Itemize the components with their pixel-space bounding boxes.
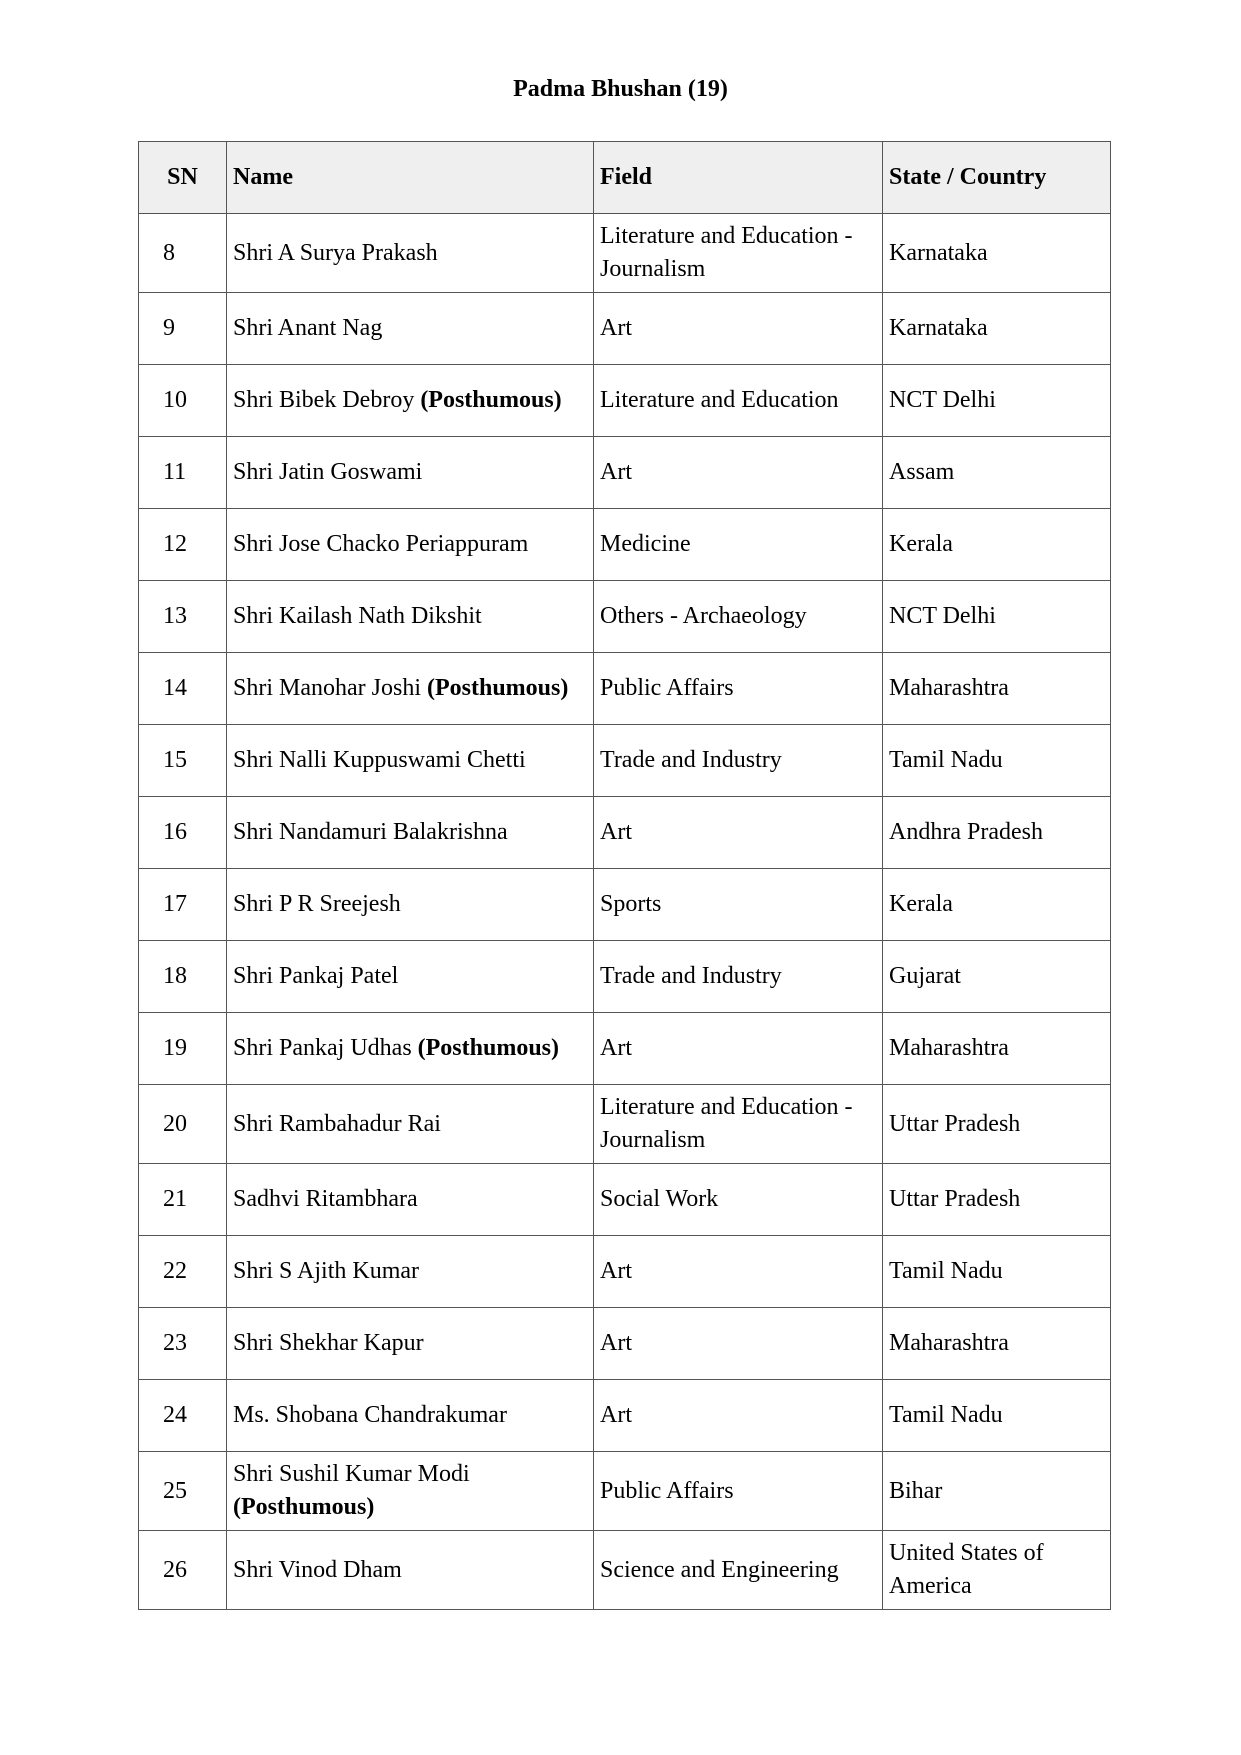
cell-name <box>227 1164 594 1236</box>
cell-sn: 26 <box>139 1531 227 1610</box>
cell-field: Public Affairs <box>594 653 883 725</box>
cell-name <box>227 1531 594 1610</box>
cell-sn: 13 <box>139 581 227 653</box>
awardee-name: Shri Jatin Goswami <box>233 459 423 485</box>
cell-name <box>227 1308 594 1380</box>
cell-field: Sports <box>594 869 883 941</box>
awardee-name: Shri Manohar Joshi <box>233 675 421 701</box>
awardee-name: Shri Bibek Debroy <box>233 387 415 413</box>
cell-name <box>227 1236 594 1308</box>
cell-state-country: Maharashtra <box>883 1308 1111 1380</box>
cell-name <box>227 214 594 293</box>
cell-field: Art <box>594 1013 883 1085</box>
table-row <box>139 509 1111 581</box>
awardee-name: Shri Vinod Dham <box>233 1556 402 1583</box>
cell-field: Trade and Industry <box>594 941 883 1013</box>
awardee-name: Shri Anant Nag <box>233 315 383 341</box>
cell-sn: 21 <box>139 1164 227 1236</box>
cell-sn: 9 <box>139 293 227 365</box>
cell-state-country: United States of America <box>883 1531 1111 1610</box>
cell-name <box>227 1085 594 1164</box>
cell-name <box>227 725 594 797</box>
cell-field: Art <box>594 437 883 509</box>
cell-name <box>227 293 594 365</box>
awardee-name: Shri P R Sreejesh <box>233 891 401 917</box>
cell-sn: 8 <box>139 214 227 293</box>
table-row <box>139 1164 1111 1236</box>
cell-sn: 23 <box>139 1308 227 1380</box>
cell-field: Art <box>594 797 883 869</box>
cell-field: Literature and Education - Journalism <box>594 1085 883 1164</box>
cell-state-country: Uttar Pradesh <box>883 1085 1111 1164</box>
cell-field: Art <box>594 1308 883 1380</box>
table-row <box>139 797 1111 869</box>
table-row <box>139 365 1111 437</box>
cell-state-country: Bihar <box>883 1452 1111 1531</box>
cell-sn: 20 <box>139 1085 227 1164</box>
awardee-name: Shri Nandamuri Balakrishna <box>233 819 508 845</box>
awardee-name: Shri Rambahadur Rai <box>233 1110 441 1137</box>
cell-field: Art <box>594 293 883 365</box>
cell-name <box>227 365 594 437</box>
awardee-name: Ms. Shobana Chandrakumar <box>233 1402 507 1428</box>
cell-sn: 12 <box>139 509 227 581</box>
cell-state-country: Tamil Nadu <box>883 1380 1111 1452</box>
cell-state-country: Karnataka <box>883 214 1111 293</box>
cell-field: Literature and Education - Journalism <box>594 214 883 293</box>
cell-state-country: Assam <box>883 437 1111 509</box>
cell-state-country: Andhra Pradesh <box>883 797 1111 869</box>
table-row <box>139 581 1111 653</box>
awardee-name: Shri Pankaj Udhas <box>233 1035 412 1061</box>
header-row <box>139 142 1111 214</box>
cell-sn: 19 <box>139 1013 227 1085</box>
cell-name <box>227 1013 594 1085</box>
cell-sn: 22 <box>139 1236 227 1308</box>
table-row <box>139 869 1111 941</box>
cell-state-country: Gujarat <box>883 941 1111 1013</box>
awardee-name: Sadhvi Ritambhara <box>233 1186 418 1212</box>
cell-state-country: Kerala <box>883 869 1111 941</box>
posthumous-label: (Posthumous) <box>233 1494 375 1520</box>
table-row <box>139 1308 1111 1380</box>
cell-name <box>227 1380 594 1452</box>
cell-state-country: Tamil Nadu <box>883 725 1111 797</box>
cell-state-country: Karnataka <box>883 293 1111 365</box>
cell-name <box>227 869 594 941</box>
cell-field: Social Work <box>594 1164 883 1236</box>
cell-state-country: Kerala <box>883 509 1111 581</box>
cell-sn: 25 <box>139 1452 227 1531</box>
cell-field: Art <box>594 1380 883 1452</box>
cell-state-country: Maharashtra <box>883 653 1111 725</box>
awardee-name: Shri A Surya Prakash <box>233 239 438 266</box>
posthumous-label: (Posthumous) <box>417 1035 560 1061</box>
header-state-country: State / Country <box>883 142 1111 214</box>
cell-field: Others - Archaeology <box>594 581 883 653</box>
table-row <box>139 1380 1111 1452</box>
cell-name <box>227 797 594 869</box>
table-row <box>139 1013 1111 1085</box>
table-row <box>139 725 1111 797</box>
cell-state-country: Uttar Pradesh <box>883 1164 1111 1236</box>
cell-name <box>227 437 594 509</box>
cell-sn: 11 <box>139 437 227 509</box>
header-name: Name <box>227 142 594 214</box>
cell-state-country: Maharashtra <box>883 1013 1111 1085</box>
table-row <box>139 437 1111 509</box>
awardee-name: Shri S Ajith Kumar <box>233 1258 420 1284</box>
table-row <box>139 1236 1111 1308</box>
awardees-table <box>138 141 1111 1610</box>
cell-name <box>227 581 594 653</box>
cell-name <box>227 941 594 1013</box>
cell-name <box>227 653 594 725</box>
cell-name <box>227 509 594 581</box>
cell-state-country: NCT Delhi <box>883 581 1111 653</box>
cell-field: Trade and Industry <box>594 725 883 797</box>
awardee-name: Shri Nalli Kuppuswami Chetti <box>233 747 526 773</box>
cell-field: Medicine <box>594 509 883 581</box>
table-header <box>139 142 1111 214</box>
header-field: Field <box>594 142 883 214</box>
awardee-name: Shri Sushil Kumar Modi <box>233 1461 470 1487</box>
posthumous-label: (Posthumous) <box>420 387 562 413</box>
cell-sn: 15 <box>139 725 227 797</box>
header-sn: SN <box>139 142 227 214</box>
cell-field: Public Affairs <box>594 1452 883 1531</box>
cell-sn: 16 <box>139 797 227 869</box>
page-title: Padma Bhushan (19) <box>513 76 728 102</box>
cell-sn: 18 <box>139 941 227 1013</box>
cell-state-country: NCT Delhi <box>883 365 1111 437</box>
cell-sn: 17 <box>139 869 227 941</box>
cell-name <box>227 1452 594 1531</box>
posthumous-label: (Posthumous) <box>427 675 569 701</box>
table-row <box>139 1531 1111 1610</box>
table-row <box>139 653 1111 725</box>
cell-state-country: Tamil Nadu <box>883 1236 1111 1308</box>
cell-field: Science and Engineering <box>594 1531 883 1610</box>
table-row <box>139 214 1111 293</box>
cell-sn: 10 <box>139 365 227 437</box>
table-row <box>139 1085 1111 1164</box>
table-row <box>139 941 1111 1013</box>
awardee-name: Shri Shekhar Kapur <box>233 1330 424 1356</box>
awardee-name: Shri Jose Chacko Periappuram <box>233 531 529 557</box>
awardee-name: Shri Pankaj Patel <box>233 963 399 989</box>
table-row <box>139 1452 1111 1531</box>
awardee-name: Shri Kailash Nath Dikshit <box>233 603 482 629</box>
cell-sn: 14 <box>139 653 227 725</box>
cell-field: Literature and Education <box>594 365 883 437</box>
table-body <box>139 214 1111 1610</box>
table-row <box>139 293 1111 365</box>
cell-sn: 24 <box>139 1380 227 1452</box>
cell-field: Art <box>594 1236 883 1308</box>
